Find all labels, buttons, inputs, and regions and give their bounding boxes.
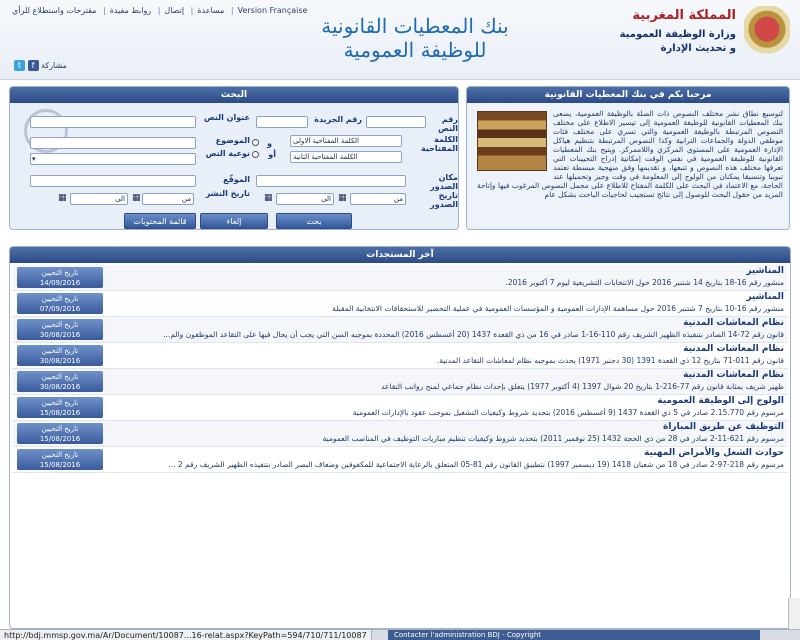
update-date-badge: تاريخ التحيين 30/08/2016 [17,319,103,340]
site-title[interactable] [300,14,530,62]
site-title-line2: للوظيفة العمومية [343,38,487,62]
news-text[interactable]: ظهير شريف بمثابة قانون رقم 77-216-1 بتاريخ 20 شوال 1397 (4 أكتوبر 1977) يتعلق بإحداث نظام جماعي لمنح رواتب التقاعد [381,382,784,391]
footer-link[interactable]: Contacter l'administration BDJ - Copyright [394,631,542,639]
ministry-name [536,28,736,56]
publish-date-to-input[interactable] [70,193,128,205]
link-contact[interactable]: إتصال [164,6,185,15]
label-gazette-number: رقم الجريدة [314,115,362,124]
update-date-badge: تاريخ التحيين 30/08/2016 [17,345,103,366]
issue-place-input[interactable] [256,175,406,187]
news-text[interactable]: منشور رقم 16-10 بتاريخ 7 شتنبر 2016 حول مساهمة الإدارات العمومية و المؤسسات العمومية في عملية التحضير للاستحقاقات الانتخابية المقبلة [332,304,784,313]
news-category[interactable]: حوادث الشغل والأمراض المهنية [643,448,784,458]
link-version-francaise[interactable]: Version Française [237,6,308,15]
link-useful-links[interactable]: روابط مفيدة [109,6,152,15]
status-url: http://bdj.mmsp.gov.ma/Ar/Document/10087...16-relat.aspx?KeyPath=594/710/711/10087 [0,630,372,640]
label-text-number: رقم النص [438,115,458,133]
link-help[interactable]: مساعدة [197,6,225,15]
news-item[interactable] [12,395,788,421]
to-label: الى [115,195,125,203]
twitter-icon[interactable]: t [14,60,25,71]
news-text[interactable]: قانون رقم 72-14 الصادر بتنفيذه الظهير الشريف رقم 110-16-1 صادر في 16 من ذي القعدة 1437 (20 أغسطس 2016) المحددة بموجبه السن التي يجب أن يحال فيها على التقاعد الموظفون والم... [163,330,784,339]
facebook-icon[interactable]: f [28,60,39,71]
top-links: Version Française| مساعدة| إتصال| روابط مفيدة| مقترحات واستطلاع للرأي [12,6,308,15]
search-panel [9,86,459,230]
news-item[interactable] [12,369,788,395]
text-type-select[interactable] [30,153,196,165]
welcome-title: مرحبا بكم في بنك المعطيات القانونية [467,87,789,103]
books-image [477,111,547,171]
to-label: الى [321,195,331,203]
kingdom-name: المملكة المغربية [632,8,736,23]
update-date-badge: تاريخ التحيين 15/08/2016 [17,397,103,418]
cancel-button[interactable]: إلغاء [200,213,268,229]
news-category[interactable]: المناشير [746,266,784,276]
news-category[interactable]: التوظيف عن طريق المباراة [663,422,784,432]
footer-bar [388,630,760,640]
news-text[interactable]: منشور رقم 16-18 بتاريخ 14 شتنبر 2016 حول الانتخابات التشريعية ليوم 7 أكتوبر 2016. [505,278,784,287]
ministry-line1: وزارة الوظيفة العمومية [619,29,736,40]
from-label: من [181,195,191,203]
label-text-title: عنوان النص [203,113,250,122]
label-text-type: نوعية النص [205,149,250,158]
welcome-body [477,109,783,199]
label-or: أو [268,150,276,159]
news-category[interactable]: المناشير [746,292,784,302]
news-category[interactable]: نظام المعاشات المدنية [683,370,784,380]
label-signer: الموقّع [223,175,250,184]
news-text[interactable]: مرسوم رقم 621-11-2 صادر في 28 من ذي الحجة 1432 (25 نوفمبر 2011) بتحديد شروط وكيفيات تنظيم مباريات التوظيف في المناصب العمومية [322,434,784,443]
news-category[interactable]: الولوج إلى الوظيفة العمومية [657,396,784,406]
signer-input[interactable] [30,175,196,187]
link-suggestions[interactable]: مقترحات واستطلاع للرأي [12,6,97,15]
news-item[interactable] [12,447,788,473]
update-date-badge: تاريخ التحيين 30/08/2016 [17,371,103,392]
publish-date-from-input[interactable] [142,193,194,205]
calendar-icon[interactable]: ▦ [338,193,347,203]
text-number-input[interactable] [366,116,426,128]
issue-date-from-input[interactable] [350,193,406,205]
search-panel-title: البحث [10,87,458,103]
label-and: و [267,139,272,148]
or-radio[interactable] [252,151,259,158]
keyword1-input[interactable]: الكلمة المفتاحية الاولى [290,135,402,147]
news-title: آخر المستجدات [10,247,790,263]
gazette-number-input[interactable] [256,116,308,128]
news-category[interactable]: نظام المعاشات المدنية [683,318,784,328]
update-date-badge: تاريخ التحيين 15/08/2016 [17,449,103,470]
update-date-badge: تاريخ التحيين 15/08/2016 [17,423,103,444]
welcome-text: لتوسيع نطاق نشر مختلف النصوص ذات الصلة بالوظيفة العمومية، يسعى بنك المعطيات القانونية للوظيفة العمومية إلى تيسير الاطلاع على مختلف النصوص المرتبطة بالوظيفة العمومية والتي تسري على مختلف فئات موظفي الدولة والجماعات الترابية وكذا النصوص المرتبطة بتنظيم هياكل الإدارة العمومية على المستوى المركزي واللاممركز. ويتيح بنك المعطيات القانونية للوظيفة العمومية في نفس الوقت إمكانية إدراج التحيينات التي تعرفها مختلف هذه النصوص و تتبعها، و تقديمها وفق منهجية مبسطة تعتمد تبويبا وتنسيقا يمكنان من الولوج إلى المعلومة في وقت وجيز وتحميلها عند الحاجة، مع الاعتماد في البحث على الكلمة المفتاح للاطلاع على مجمل النصوص المرغوب فيها وإتاحة المزيد من حقول البحث للوصول إلى نتائج تستجيب لحاجيات الباحث بشكل عام [477,109,783,199]
scrollbar[interactable] [788,598,800,629]
news-text[interactable]: مرسوم رقم 218-97-2 صادر في 18 من شعبان 1418 (19 ديسمبر 1997) بتطبيق القانون رقم 81-05 المتعلق بالرعاية الاجتماعية للمكفوفين وضعاف البصر الصادر بتنفيذه الظهير الشريف رقم 2 ... [168,460,784,469]
label-publish-date: تاريخ النشر [205,189,250,198]
calendar-icon[interactable]: ▦ [58,193,67,203]
news-item[interactable] [12,317,788,343]
news-item[interactable] [12,291,788,317]
news-text[interactable]: قانون رقم 011-71 بتاريخ 12 ذي القعدة 1391 (30 دجنبر 1971) يحدث بموجبه نظام لمعاشات التقاعد المدنية. [436,356,784,365]
royal-emblem-icon [744,6,790,64]
contents-button[interactable]: قائمة المحتويات [124,213,196,229]
social-share [14,60,67,71]
news-item[interactable] [12,265,788,291]
news-text[interactable]: مرسوم رقم 2.15.770 صادر في 5 ذي القعدة 1437 (9 أغسطس 2016) بتحديد شروط وكيفيات التشغيل بموجب عقود بالإدارات العمومية [352,408,784,417]
share-label: مشاركة [41,61,67,70]
welcome-panel [466,86,790,230]
chevron-down-icon: ▾ [32,155,36,163]
news-category[interactable]: نظام المعاشات المدنية [683,344,784,354]
from-label: من [393,195,403,203]
label-keywords: الكلمة المفتاحية [420,135,458,153]
label-issue-place: مكان الصدور [430,173,458,191]
search-button[interactable]: بحث [276,213,352,229]
news-item[interactable] [12,343,788,369]
news-item[interactable] [12,421,788,447]
issue-date-to-input[interactable] [276,193,334,205]
calendar-icon[interactable]: ▦ [264,193,273,203]
site-title-line1: بنك المعطيات القانونية [321,14,509,38]
ministry-line2: و تحديث الإدارة [660,43,736,54]
site-header [0,0,800,80]
label-subject: الموضوع [215,136,250,145]
keyword2-input[interactable]: الكلمة المفتاحية الثانية [290,151,402,163]
and-radio[interactable] [252,139,259,146]
news-list [12,265,788,626]
update-date-badge: تاريخ التحيين 14/09/2016 [17,267,103,288]
news-panel [9,246,791,629]
subject-input[interactable] [30,137,196,149]
calendar-icon[interactable]: ▦ [132,193,141,203]
status-bar [0,629,800,640]
text-title-input[interactable] [30,116,196,128]
update-date-badge: تاريخ التحيين 07/09/2016 [17,293,103,314]
label-issue-date: تاريخ الصدور [430,191,458,209]
